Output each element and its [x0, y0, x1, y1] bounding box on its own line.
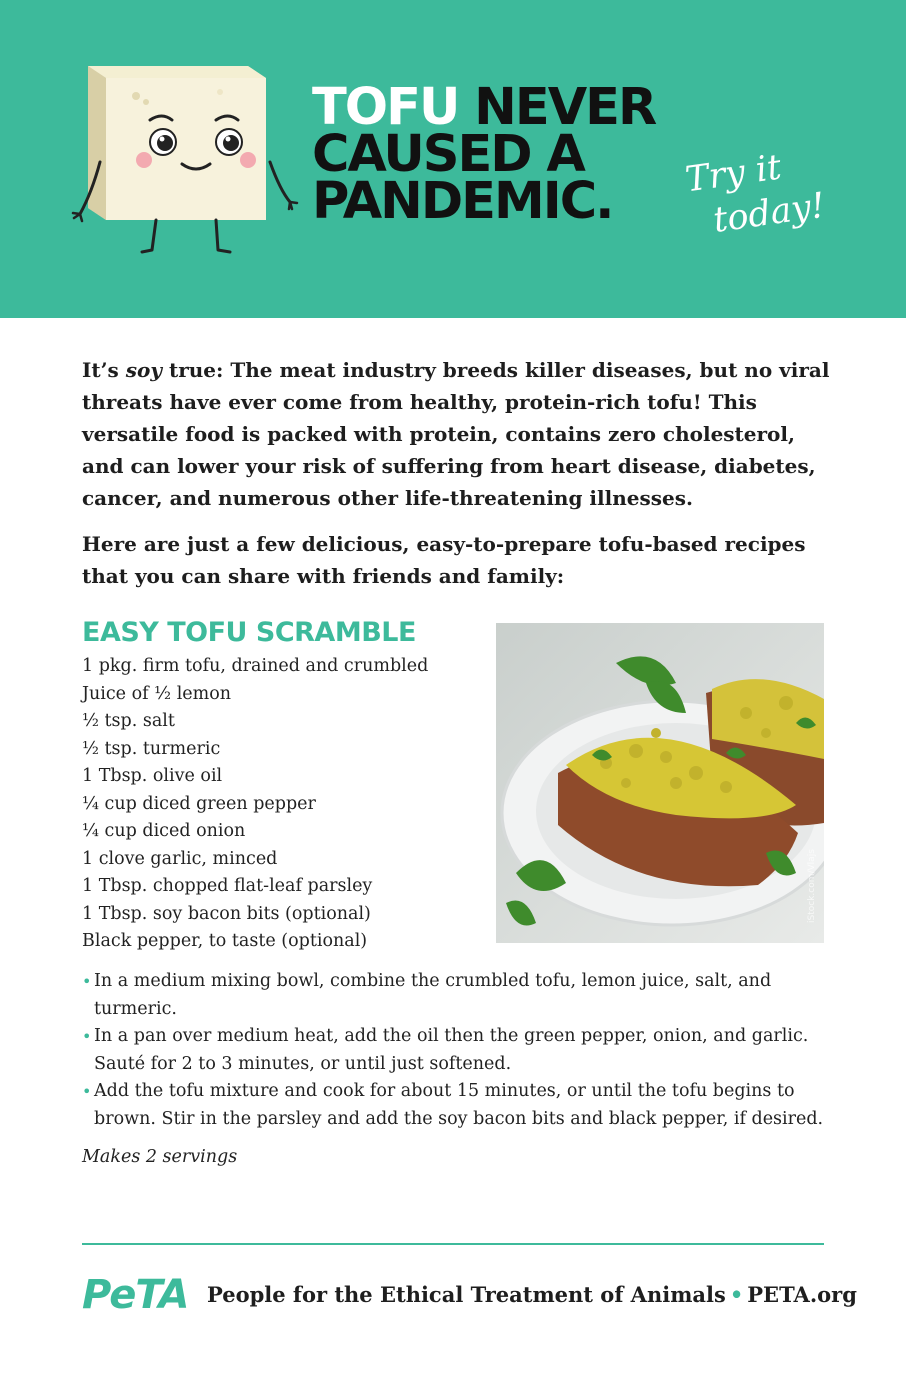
ingredient-item: Black pepper, to taste (optional)	[82, 931, 368, 951]
peta-logo: PeTA	[82, 1272, 189, 1318]
photo-credit: iStock.com/Vlajs	[807, 849, 817, 923]
ingredient-item: Juice of ½ lemon	[82, 683, 232, 704]
footer-separator: •	[729, 1282, 744, 1307]
intro-paragraph-1: It’s soy true: The meat industry breeds killer diseases, but no viral threats have ever come from healthy, protein-rich tofu! This versatile food is packed with protein, contains zero cholesterol, and can lower your risk of suffering from heart disease, diabetes, cancer, and numerous other life-threatening illnesses.	[82, 358, 830, 510]
tagline-line1: Try it	[682, 147, 784, 201]
servings: Makes 2 servings	[82, 1147, 238, 1167]
headline-tofu: TOFU	[312, 78, 459, 137]
ingredient-item: 1 Tbsp. soy bacon bits (optional)	[82, 903, 371, 924]
intro-emphasis: soy	[125, 358, 163, 382]
ingredient-item: 1 Tbsp. olive oil	[82, 766, 223, 786]
instruction-step: • Add the tofu mixture and cook for about 15 minutes, or until the tofu begins to brown. Stir in the parsley and add the soy bacon bits and black pepper, if desired.	[82, 1078, 842, 1133]
ingredient-item: ½ tsp. turmeric	[82, 738, 221, 759]
headline-line3: PANDEMIC.	[312, 172, 613, 231]
bullet-icon: •	[82, 1082, 92, 1101]
tofu-mascot-icon	[70, 52, 300, 262]
intro-paragraph-2: Here are just a few delicious, easy-to-prepare tofu-based recipes that you can share with friends and family:	[82, 532, 806, 588]
ingredient-item: ¼ cup diced green pepper	[82, 793, 316, 814]
ingredient-item: ¼ cup diced onion	[82, 821, 246, 841]
bullet-icon: •	[82, 1027, 92, 1046]
headline-never: NEVER	[474, 78, 656, 137]
ingredient-item: ½ tsp. salt	[82, 711, 175, 731]
ingredient-item: 1 pkg. firm tofu, drained and crumbled	[82, 656, 429, 676]
ingredient-item: 1 clove garlic, minced	[82, 848, 278, 869]
header-banner	[0, 0, 906, 318]
website-link[interactable]: PETA.org	[747, 1282, 857, 1307]
headline-line2: CAUSED A	[312, 125, 584, 184]
ingredient-item: 1 Tbsp. chopped flat-leaf parsley	[82, 876, 373, 896]
org-name: People for the Ethical Treatment of Animals	[207, 1282, 726, 1307]
tofu-scramble-photo	[496, 623, 824, 943]
recipe-title: EASY TOFU SCRAMBLE	[82, 617, 416, 648]
intro-text	[82, 354, 842, 606]
instruction-step: • In a medium mixing bowl, combine the crumbled tofu, lemon juice, salt, and turmeric.	[82, 968, 842, 1023]
instruction-list	[82, 968, 842, 1133]
ingredient-list	[82, 653, 482, 956]
footer-text	[207, 1282, 857, 1307]
instruction-step: • In a pan over medium heat, add the oil then the green pepper, onion, and garlic. Sauté for 2 to 3 minutes, or until just softened.	[82, 1023, 842, 1078]
footer-divider	[82, 1243, 824, 1245]
bullet-icon: •	[82, 972, 92, 991]
tagline-line2: today!	[710, 185, 828, 241]
